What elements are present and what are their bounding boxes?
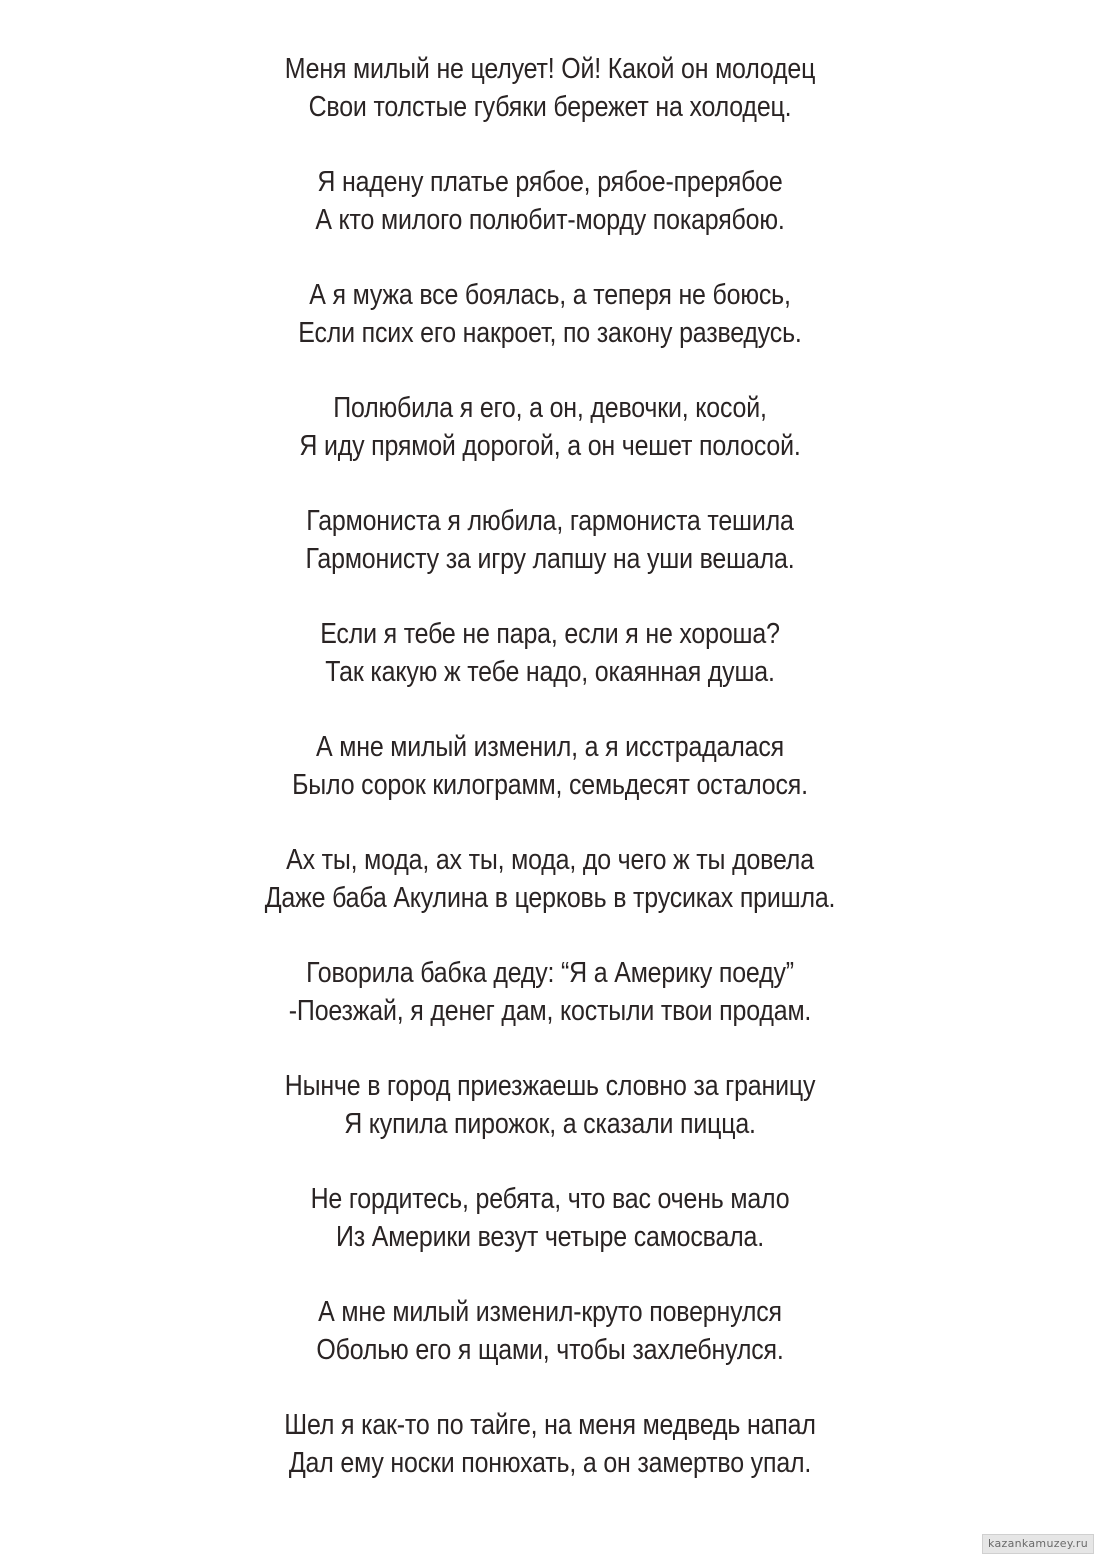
- poem-line: Не гордитесь, ребята, что вас очень мало: [310, 1183, 790, 1215]
- poem-line: Я купила пирожок, а сказали пицца.: [344, 1108, 756, 1140]
- stanza: [0, 276, 1100, 389]
- poem-line: Из Америки везут четыре самосвала.: [335, 1221, 765, 1253]
- poem-line: Шел я как-то по тайге, на меня медведь напал: [284, 1409, 816, 1441]
- poem-line: Гармониста я любила, гармониста тешила: [306, 505, 794, 537]
- site-watermark: kazankamuzey.ru: [982, 1534, 1094, 1554]
- poem-line: Я надену платье рябое, рябое-прерябое: [317, 166, 783, 198]
- poem-line: Нынче в город приезжаешь словно за границу: [284, 1070, 816, 1102]
- stanza: [0, 728, 1100, 841]
- stanza: [0, 1180, 1100, 1293]
- poem-line: А я мужа все боялась, а теперя не боюсь,: [309, 279, 791, 311]
- poem-line: Говорила бабка деду: “Я а Америку поеду”: [306, 957, 794, 989]
- poem-line: А кто милого полюбит-морду покарябою.: [315, 204, 785, 236]
- stanza: [0, 1067, 1100, 1180]
- poem-line: Меня милый не целует! Ой! Какой он молодец: [284, 53, 816, 85]
- poem-line: А мне милый изменил, а я исстрадалася: [316, 731, 784, 763]
- poem-line: Если псих его накроет, по закону разведусь.: [298, 317, 802, 349]
- poem-line: -Поезжай, я денег дам, костыли твои продам.: [288, 995, 812, 1027]
- stanza: [0, 50, 1100, 163]
- stanza: [0, 163, 1100, 276]
- poem-line: Свои толстые губяки бережет на холодец.: [308, 91, 792, 123]
- stanza: [0, 389, 1100, 502]
- stanza: [0, 502, 1100, 615]
- poem-line: Даже баба Акулина в церковь в трусиках пришла.: [264, 882, 836, 914]
- stanza: [0, 841, 1100, 954]
- poem-line: Ах ты, мода, ах ты, мода, до чего ж ты довела: [286, 844, 814, 876]
- stanza: [0, 1293, 1100, 1406]
- stanza: [0, 1406, 1100, 1519]
- poem-line: Было сорок килограмм, семьдесят осталося.: [292, 769, 808, 801]
- poem-line: А мне милый изменил-круто повернулся: [318, 1296, 782, 1328]
- poem-line: Дал ему носки понюхать, а он замертво упал.: [288, 1447, 812, 1479]
- stanza: [0, 954, 1100, 1067]
- poem-line: Оболью его я щами, чтобы захлебнулся.: [316, 1334, 784, 1366]
- poem-line: Полюбила я его, а он, девочки, косой,: [333, 392, 767, 424]
- stanza: [0, 615, 1100, 728]
- poem: [0, 50, 1100, 1519]
- poem-line: Гармонисту за игру лапшу на уши вешала.: [305, 543, 795, 575]
- poem-line: Если я тебе не пара, если я не хороша?: [320, 618, 780, 650]
- poem-line: Так какую ж тебе надо, окаянная душа.: [325, 656, 775, 688]
- poem-line: Я иду прямой дорогой, а он чешет полосой.: [299, 430, 801, 462]
